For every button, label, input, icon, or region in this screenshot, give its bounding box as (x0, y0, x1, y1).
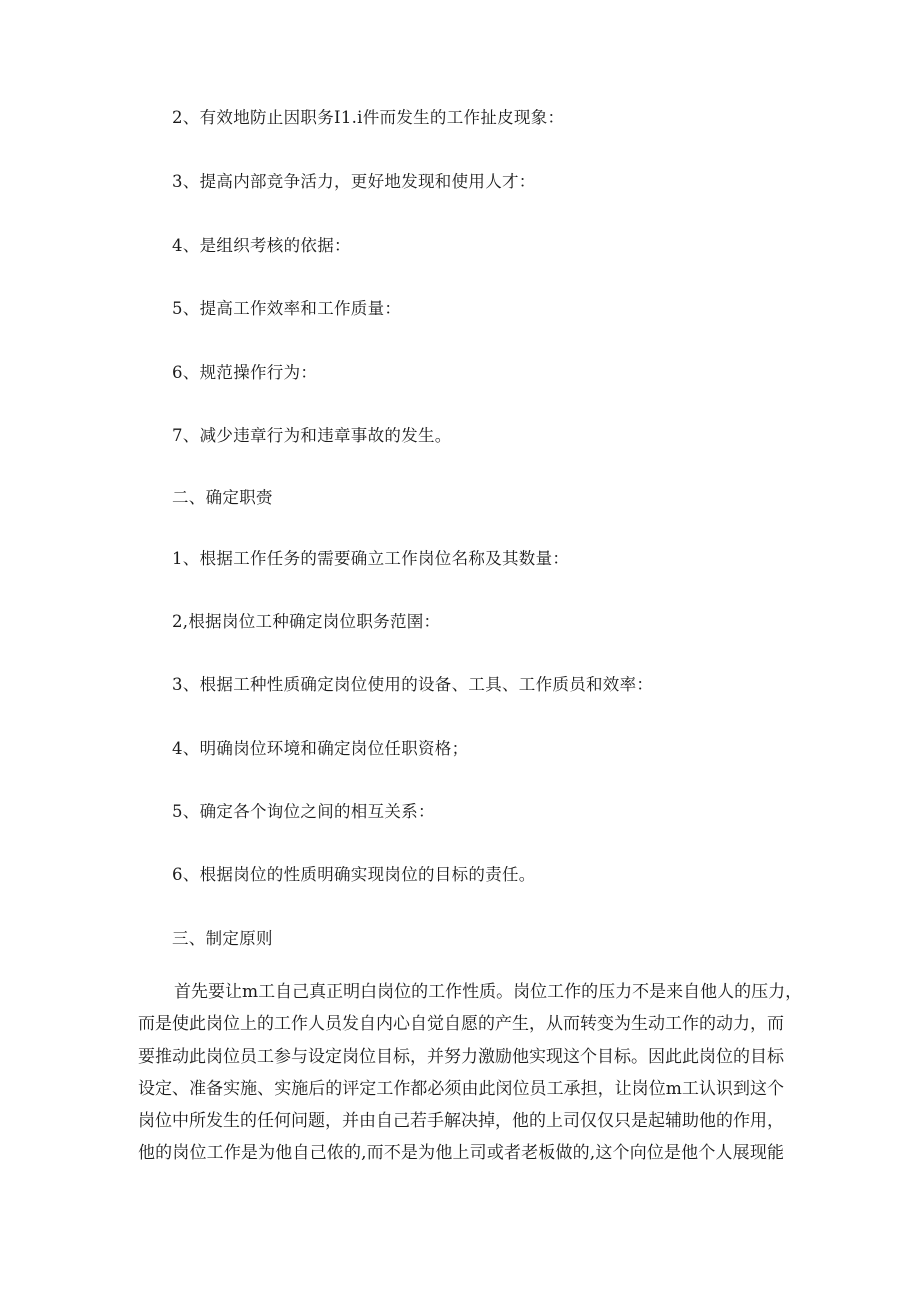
list-item: 3、提高内部竞争活力，更好地发现和使用人才： (172, 172, 536, 191)
list-item: 5、提高工作效率和工作质量： (172, 299, 402, 318)
paragraph-line: 岗位中所发生的任何问题，并由自己若手解决掉，他的上司仅仅只是起辅助他的作用， (138, 1111, 784, 1132)
list-item: 5、确定各个询位之间的相互关系： (172, 802, 435, 821)
list-item: 2,根据岗位工种确定岗位职务范圉： (172, 612, 441, 631)
list-item: 6、根据岗位的性质明确实现岗位的目标的责任。 (172, 865, 536, 884)
paragraph-line: 设定、准备实施、实施后的评定工作都必须由此闵位员工承担，让岗位m工认识到这个 (138, 1078, 784, 1099)
list-item: 1、根据工作任务的需要确立工作岗位名称及其数量： (172, 549, 570, 568)
list-item: 6、规范操作行为： (172, 363, 318, 382)
section-heading-two: 二、确定职赍 (172, 488, 273, 507)
list-item: 7、减少违章行为和违章事故的发生。 (172, 426, 452, 445)
section-heading-three: 三、制定原则 (172, 929, 273, 948)
paragraph-line: 要推动此岗位员工参与设定岗位目标，并努力激励他实现这个目标。因此此岗位的目标 (138, 1046, 784, 1067)
paragraph-line: 他的岗位工作是为他自己侬的,而不是为他上司或者老板做的,这个向位是他个人展现能 (138, 1143, 784, 1164)
list-item: 4、是组织考核的依据： (172, 236, 351, 255)
list-item: 2、有效地防止因职务I1.i件而发生的工作扯皮现象： (172, 108, 565, 127)
paragraph-line: 首先要让m工自己真正明白岗位的工作性质。岗位工作的压力不是来自他人的压力， (174, 982, 803, 1002)
paragraph-line: 而是使此岗位上的工作人员发自内心自觉自愿的产生，从而转变为生动工作的动力，而 (138, 1014, 784, 1035)
list-item: 4、明确岗位环境和确定岗位任职资格； (172, 739, 469, 758)
list-item: 3、根据工种性质确定岗位使用的设备、工具、工作质员和效率： (172, 675, 654, 694)
principle-paragraph (138, 976, 803, 1170)
